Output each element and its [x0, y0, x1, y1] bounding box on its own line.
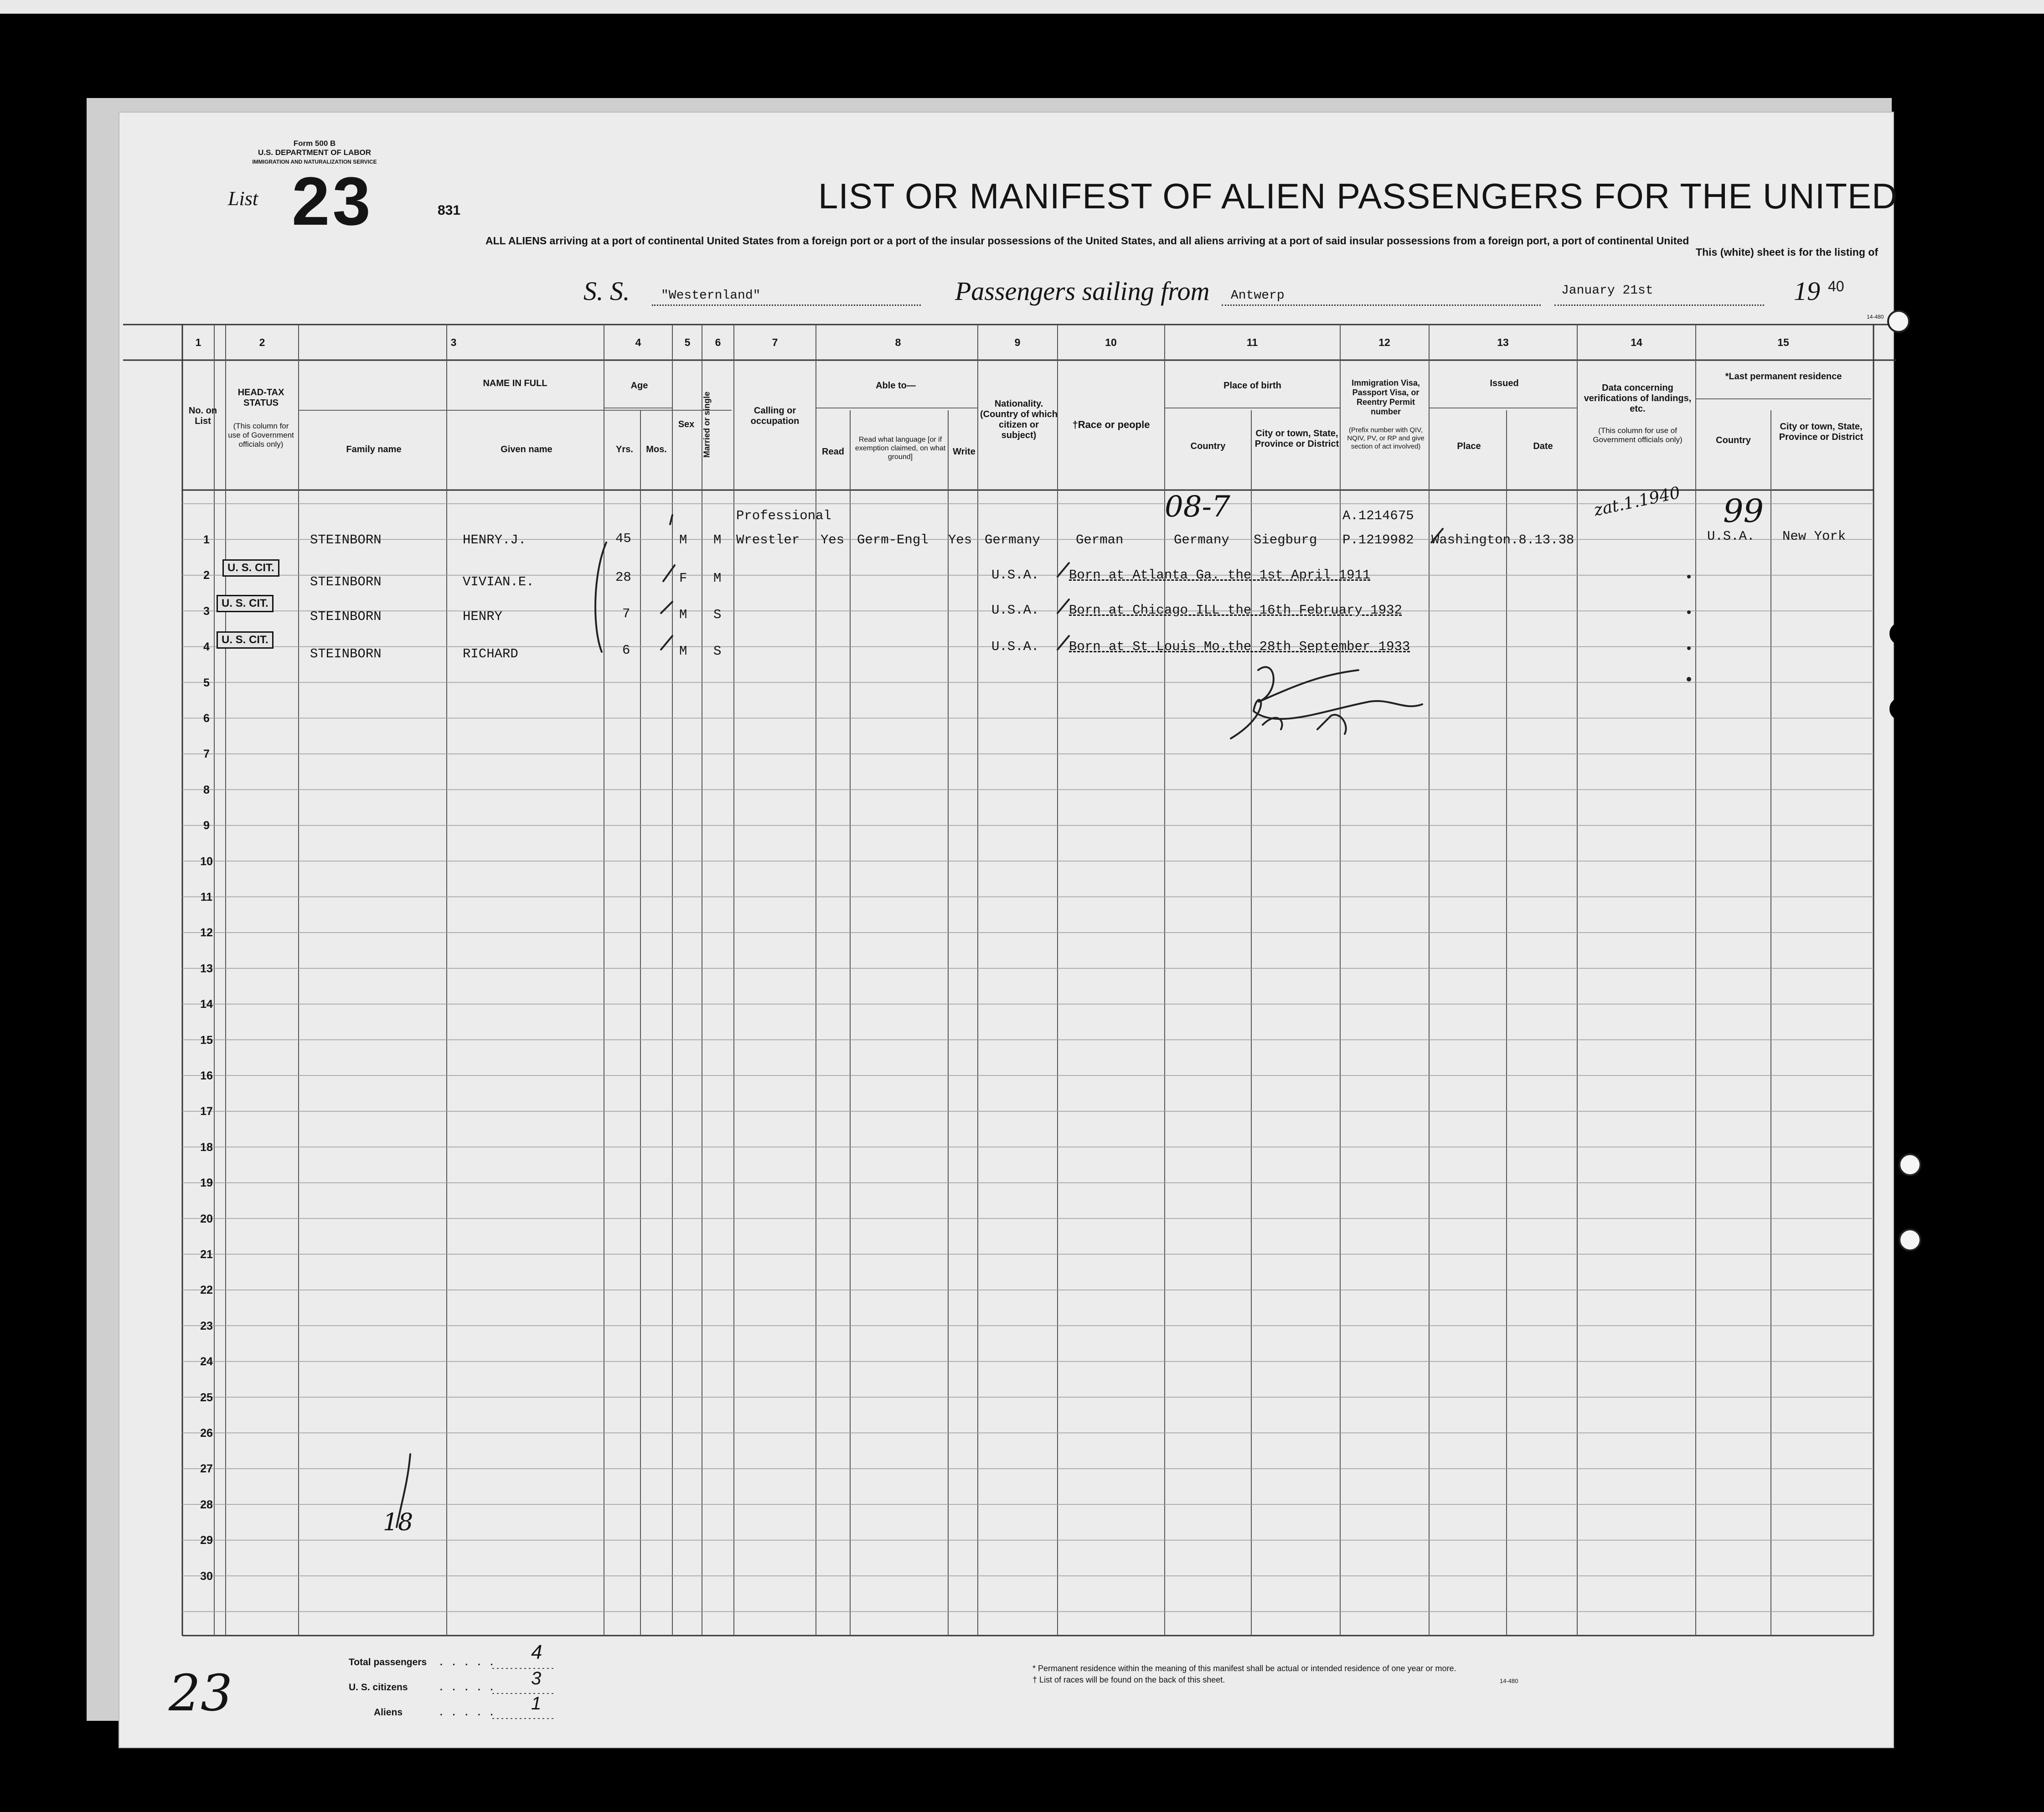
p1-family-name: STEINBORN	[310, 532, 382, 547]
header-data-concerning: Data concerning verifications of landings, etc.	[1584, 383, 1692, 414]
header-race: †Race or people	[1072, 419, 1150, 430]
total-passengers-label: Total passengers	[349, 1657, 427, 1667]
p1-write: Yes	[948, 532, 972, 547]
sailing-label: Passengers sailing from	[955, 276, 1210, 306]
row-number: 14	[200, 998, 213, 1011]
row-number: 7	[203, 748, 210, 761]
list-label: List	[228, 187, 258, 210]
header-data-note: (This column for use of Government officials only)	[1593, 426, 1683, 444]
column-number: 13	[1497, 336, 1509, 348]
row-number: 15	[200, 1033, 213, 1047]
header-read-language: Read what language [or if exemption claimed, on what ground]	[855, 436, 946, 461]
total-dots-3: . . . . .	[440, 1707, 497, 1718]
p2-given-name: VIVIAN.E.	[463, 574, 534, 589]
p3-family-name: STEINBORN	[310, 609, 382, 624]
header-sex: Sex	[678, 419, 695, 429]
small-code: 14-480	[1867, 314, 1884, 320]
p1-res-city: New York	[1782, 529, 1846, 544]
header-yrs: Yrs.	[616, 444, 633, 454]
p1-occupation-line2: Wrestler	[736, 532, 800, 547]
binder-hole	[1889, 697, 1912, 720]
header-res-country: Country	[1716, 435, 1751, 445]
header-married-or-single: Married or single	[702, 391, 712, 458]
p4-nationality: U.S.A.	[991, 639, 1039, 654]
p2-head-tax-stamp: U. S. CIT.	[222, 559, 279, 577]
row-number: 26	[200, 1427, 213, 1440]
header-birth-city: City or town, State, Province or District	[1254, 428, 1339, 449]
p4-marital-status: S	[713, 644, 722, 659]
p1-issued: Washington.8.13.38	[1431, 532, 1574, 547]
total-passengers-value: 4	[531, 1641, 542, 1663]
form-number: Form 500 B	[293, 139, 336, 148]
p1-visa-number: A.1214675	[1342, 508, 1414, 523]
row-number: 23	[200, 1319, 213, 1332]
us-citizens-label: U. S. citizens	[349, 1682, 408, 1693]
column-number: 2	[259, 336, 265, 348]
row-number: 13	[200, 962, 213, 975]
p1-race: German	[1076, 532, 1124, 547]
p3-sex: M	[679, 607, 687, 622]
row-number: 3	[203, 604, 210, 618]
column-number: 8	[895, 336, 901, 348]
footnote-races: † List of races will be found on the back of this sheet.	[1032, 1675, 1225, 1684]
binder-hole	[1889, 622, 1912, 645]
header-write: Write	[953, 447, 976, 457]
footnote-residence: * Permanent residence within the meaning of this manifest shall be actual or intended residence of one year or more.	[1032, 1664, 1456, 1673]
header-head-tax: HEAD-TAX STATUS	[237, 387, 284, 408]
binder-hole	[1899, 1153, 1921, 1176]
binder-hole	[1899, 1229, 1921, 1251]
column-number: 5	[684, 336, 691, 348]
header-issued-date: Date	[1533, 441, 1553, 451]
column-number: 11	[1246, 336, 1258, 348]
header-able-to: Able to—	[876, 381, 916, 391]
p3-nationality: U.S.A.	[991, 603, 1039, 618]
p4-family-name: STEINBORN	[310, 646, 382, 661]
header-family-name: Family name	[346, 444, 402, 454]
p1-marital-status: M	[713, 532, 722, 547]
binder-hole	[1896, 387, 1919, 410]
header-no-on-list: No. on List	[188, 406, 217, 426]
p1-sex: M	[679, 532, 687, 547]
row-number: 2	[203, 569, 210, 582]
column-number: 7	[772, 336, 778, 348]
footnote-code: 14-480	[1500, 1678, 1518, 1684]
p1-nationality: Germany	[985, 532, 1040, 547]
column-number: 9	[1014, 336, 1021, 348]
row-number: 1	[203, 533, 210, 546]
header-place-of-birth: Place of birth	[1223, 381, 1281, 391]
column-number: 15	[1777, 336, 1789, 348]
header-last-residence: *Last permanent residence	[1725, 372, 1842, 382]
year-suffix: 40	[1828, 278, 1844, 294]
row-number: 17	[200, 1105, 213, 1118]
p1-birth-country: Germany	[1174, 532, 1229, 547]
column-number: 4	[635, 336, 641, 348]
p4-birth-remark: Born at St Louis Mo.the 28th September 1933	[1069, 639, 1410, 654]
header-visa: Immigration Visa, Passport Visa, or Reentry Permit number	[1352, 378, 1420, 416]
ship-name: "Westernland"	[661, 289, 761, 303]
page-title: LIST OR MANIFEST OF ALIEN PASSENGERS FOR THE UNITED	[818, 176, 1898, 216]
p4-given-name: RICHARD	[463, 646, 518, 661]
row-number: 8	[203, 783, 210, 796]
row-number: 21	[200, 1248, 213, 1261]
aliens-value: 1	[531, 1693, 542, 1714]
p3-given-name: HENRY	[463, 609, 503, 624]
port-name: Antwerp	[1231, 289, 1285, 303]
row-number: 27	[200, 1462, 213, 1476]
department-name: U.S. DEPARTMENT OF LABOR	[258, 148, 372, 157]
p2-nationality: U.S.A.	[991, 568, 1039, 583]
year-prefix: 19	[1794, 276, 1820, 306]
p1-read: Yes	[821, 532, 845, 547]
sheet-note: This (white) sheet is for the listing of	[1696, 246, 1878, 258]
p1-given-name: HENRY.J.	[463, 532, 526, 547]
p1-occupation-line1: Professional	[736, 508, 831, 523]
binder-hole	[1887, 310, 1910, 333]
header-head-tax-note: (This column for use of Government officials only)	[228, 422, 294, 449]
p3-head-tax-stamp: U. S. CIT.	[217, 595, 274, 612]
row-number: 16	[200, 1069, 213, 1082]
ss-label: S. S.	[583, 276, 630, 306]
aliens-label: Aliens	[374, 1707, 403, 1718]
header-visa-note: (Prefix number with QIV, NQIV, PV, or RP and give section of act involved)	[1347, 426, 1425, 450]
us-citizens-value: 3	[531, 1668, 542, 1688]
p2-sex: F	[679, 571, 687, 586]
p4-age-years: 6	[622, 643, 630, 658]
total-dots-1: . . . . .	[440, 1657, 497, 1667]
row-number: 20	[200, 1212, 213, 1225]
header-birth-country: Country	[1190, 441, 1226, 451]
row-number: 5	[203, 676, 210, 689]
row-number: 11	[200, 891, 213, 903]
p2-marital-status: M	[713, 571, 722, 586]
row-number: 24	[200, 1355, 213, 1368]
row-number: 10	[200, 855, 213, 868]
header-age: Age	[630, 381, 648, 391]
handwritten-birth-note: 08-7	[1165, 490, 1230, 524]
p1-age-years: 45	[615, 531, 631, 546]
p3-marital-status: S	[713, 607, 722, 622]
list-number: 23	[292, 163, 373, 239]
header-name-in-full: NAME IN FULL	[483, 378, 547, 388]
handwritten-row28-mark: 18	[383, 1509, 413, 1536]
header-calling: Calling or occupation	[750, 406, 800, 426]
handwritten-list-number: 23	[169, 1664, 232, 1722]
row-number: 18	[200, 1141, 213, 1154]
p1-res-country: U.S.A.	[1707, 529, 1755, 544]
column-number: 6	[715, 336, 721, 348]
row-number: 9	[203, 819, 210, 832]
list-stamp: 831	[438, 203, 461, 218]
binder-hole	[1901, 1541, 1924, 1564]
column-number: 1	[195, 336, 201, 348]
p2-family-name: STEINBORN	[310, 574, 382, 589]
total-dots-2: . . . . .	[440, 1682, 497, 1693]
column-number: 14	[1631, 336, 1642, 348]
column-number: 10	[1105, 336, 1117, 348]
header-mos: Mos.	[646, 444, 667, 454]
p1-permit-number: P.1219982	[1342, 532, 1414, 547]
row-number: 6	[203, 712, 210, 725]
handwritten-residence-mark: 99	[1723, 492, 1764, 530]
header-res-city: City or town, State, Province or District	[1779, 422, 1863, 442]
p1-language: Germ-Engl	[857, 532, 929, 547]
p2-age-years: 28	[615, 570, 631, 585]
p1-birth-city: Siegburg	[1254, 532, 1317, 547]
row-number: 19	[200, 1177, 213, 1190]
header-issued: Issued	[1490, 378, 1519, 388]
p3-age-years: 7	[622, 606, 630, 621]
p4-sex: M	[679, 644, 687, 659]
handwritten-verification-date: zat.1.1940	[1592, 483, 1682, 520]
p4-head-tax-stamp: U. S. CIT.	[217, 631, 274, 649]
instructions-text: ALL ALIENS arriving at a port of continental United States from a foreign port or a port of the insular possessions of the United States, and all aliens arriving at a port of said insular possessions from a foreign port, a port of continental United	[485, 235, 1689, 247]
row-number: 25	[200, 1391, 213, 1404]
row-number: 4	[203, 640, 210, 654]
header-nationality: Nationality. (Country of which citizen or subject)	[980, 399, 1058, 440]
row-number: 28	[200, 1498, 213, 1511]
header-read: Read	[822, 447, 844, 457]
p3-birth-remark: Born at Chicago ILL the 16th February 1932	[1069, 603, 1402, 618]
column-number: 12	[1378, 336, 1390, 348]
header-issued-place: Place	[1457, 441, 1481, 451]
row-number: 29	[200, 1534, 213, 1547]
row-number: 12	[200, 926, 213, 940]
column-number: 3	[450, 336, 457, 348]
row-number: 30	[200, 1569, 213, 1583]
header-given-name: Given name	[501, 444, 552, 454]
p2-birth-remark: Born at Atlanta Ga. the 1st April 1911	[1069, 568, 1371, 583]
sailing-date: January 21st	[1561, 284, 1653, 298]
row-number: 22	[200, 1284, 213, 1297]
service-name: IMMIGRATION AND NATURALIZATION SERVICE	[252, 159, 377, 165]
